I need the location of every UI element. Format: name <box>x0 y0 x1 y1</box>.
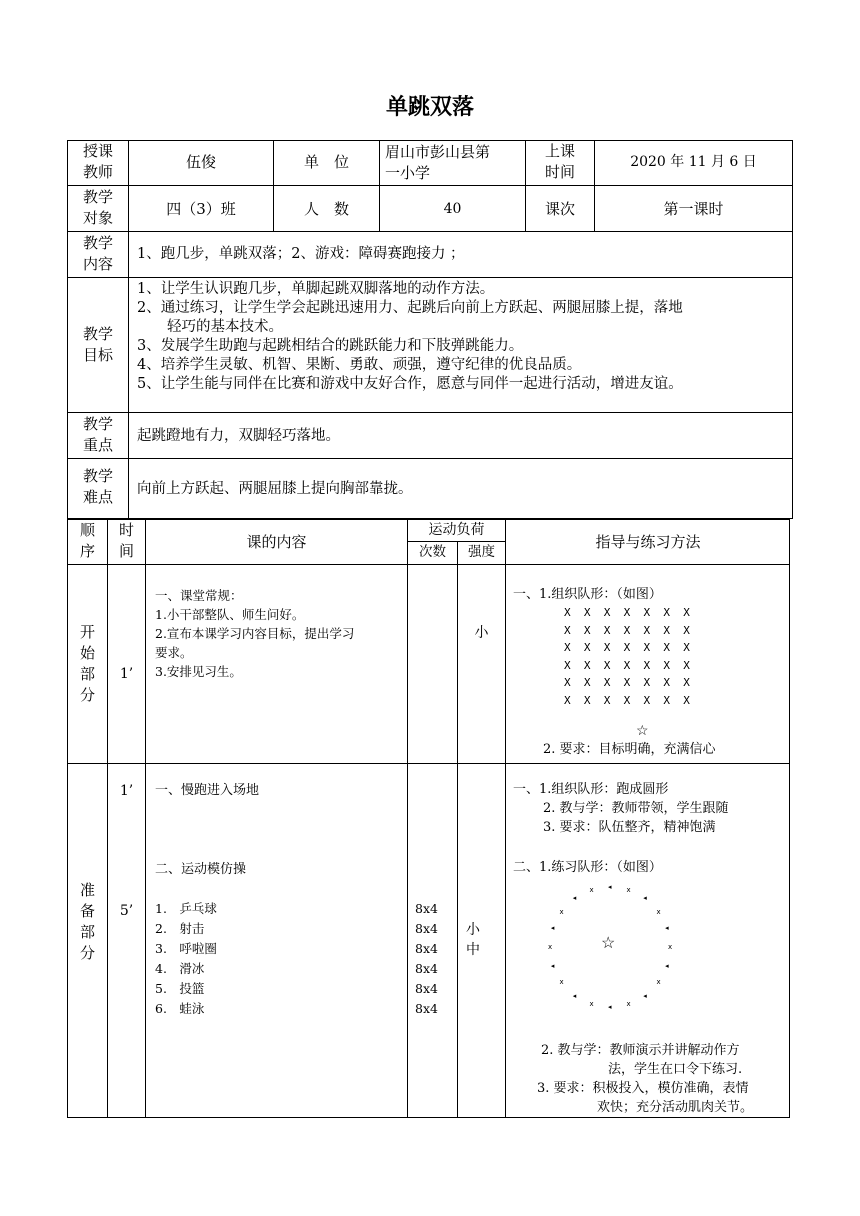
formation-grid <box>564 604 690 709</box>
part2-method-a3: 3. 要求：队伍整齐，精神饱满 <box>543 820 716 835</box>
lesson-label: 课次 <box>544 200 575 218</box>
part2-intensity: 小 中 <box>466 922 480 958</box>
part2-method-b-title: 二、1.练习队形：（如图） <box>513 860 662 875</box>
circle-marker-triangle-icon: ◂ <box>572 894 577 903</box>
unit-label: 单 位 <box>303 153 349 171</box>
part1-line-2: 1.小干部整队、师生问好。 <box>155 607 305 622</box>
part1-name: 开 始 部 分 <box>79 623 95 704</box>
circle-marker-triangle-icon: ◂ <box>643 894 647 903</box>
reps-item: 8x4 <box>415 941 438 956</box>
part2-teach-1: 2. 教与学：教师演示并讲解动作方 <box>541 1043 740 1058</box>
circle-marker-x: x <box>656 978 661 987</box>
part1-line-1: 一、课堂常规： <box>155 588 243 603</box>
part2-section-b: 二、运动模仿操 <box>155 862 247 877</box>
header-times: 次数 <box>419 544 446 560</box>
lesson-date: 2020 年 11 月 6 日 <box>630 154 757 170</box>
objective-2-cont: 轻巧的基本技术。 <box>167 319 283 335</box>
objectives-label: 教学 目标 <box>82 325 113 364</box>
part1-content <box>155 586 354 681</box>
header-order: 顺 序 <box>79 521 95 560</box>
objective-2: 2、通过练习，让学生学会起跳迅速用力、起跳后向前上方跃起、两腿屈膝上提，落地 <box>137 300 683 316</box>
part2-name: 准 备 部 分 <box>79 881 95 962</box>
part1-time: 1’ <box>119 666 134 682</box>
circle-marker-triangle-icon: ◂ <box>608 883 612 891</box>
reps-item: 8x4 <box>415 921 438 936</box>
part2-time-b: 5’ <box>119 903 134 919</box>
target-label: 教学 对象 <box>82 188 113 227</box>
circle-marker-triangle-icon: ◂ <box>572 991 577 1000</box>
grid-row: X X X X X X X <box>564 693 690 707</box>
unit-value: 眉山市彭山县第 一小学 <box>385 143 491 182</box>
time-label: 上课 时间 <box>544 142 575 181</box>
exercise-item: 4. 滑冰 <box>155 961 205 976</box>
part2-method-a1: 一、1.组织队形：跑成圆形 <box>513 782 669 797</box>
page-title: 单跳双落 <box>385 95 474 120</box>
circle-marker-x: x <box>589 1000 594 1009</box>
circle-marker-x: x <box>668 943 673 951</box>
difficulty-label: 教学 难点 <box>82 467 113 506</box>
exercise-item: 3. 呼啦圈 <box>155 941 217 956</box>
reps-item: 8x4 <box>415 981 438 996</box>
circle-marker-x: x <box>559 907 564 916</box>
grid-row: X X X X X X X <box>564 676 690 689</box>
circle-marker-x: x <box>559 978 564 987</box>
part2-time-a: 1’ <box>119 783 134 799</box>
teacher-name: 伍俊 <box>185 153 216 171</box>
part2-method-a2: 2. 教与学：教师带领，学生跟随 <box>543 801 729 816</box>
circle-marker-x: x <box>626 885 631 894</box>
circle-marker-triangle-icon: ◂ <box>643 991 647 1000</box>
content-label: 教学 内容 <box>82 234 113 273</box>
objectives-list <box>137 280 683 394</box>
count-label: 人 数 <box>303 200 349 218</box>
reps-item: 8x4 <box>415 901 438 916</box>
part1-intensity: 小 <box>474 625 489 641</box>
difficulty-text: 向前上方跃起、两腿屈膝上提向胸部靠拢。 <box>137 481 413 497</box>
class-name: 四（3）班 <box>166 200 236 218</box>
header-intensity: 强度 <box>468 544 495 560</box>
circle-marker-x: x <box>548 943 553 951</box>
content-text: 1、跑几步，单跳双落；2、游戏：障碍赛跑接力 ； <box>137 246 465 262</box>
student-count: 40 <box>443 201 462 217</box>
header-content: 课的内容 <box>246 533 307 551</box>
header-method: 指导与练习方法 <box>595 533 701 551</box>
grid-row: X X X X X X X <box>564 641 690 654</box>
lesson-number: 第一课时 <box>663 200 724 218</box>
circle-marker-x: x <box>589 885 594 894</box>
exercise-item: 6. 蛙泳 <box>155 1001 205 1016</box>
objective-4: 4、培养学生灵敏、机智、果断、勇敢、顽强，遵守纪律的优良品质。 <box>137 357 582 373</box>
exercise-item: 1. 乒乓球 <box>155 901 217 916</box>
grid-row: X X X X X X X <box>564 606 690 619</box>
reps-item: 8x4 <box>415 1001 438 1016</box>
circle-marker-x: x <box>656 907 661 916</box>
reps-item: 8x4 <box>415 961 438 976</box>
reps-list <box>415 899 438 1019</box>
circle-marker-x: x <box>626 1000 631 1009</box>
teacher-label: 授课 教师 <box>82 142 113 181</box>
circle-marker-triangle-icon: ◂ <box>665 961 669 970</box>
part2-teach-2: 法，学生在口令下练习. <box>608 1062 743 1077</box>
part2-section-a: 一、慢跑进入场地 <box>155 783 260 798</box>
header-load: 运动负荷 <box>428 522 485 538</box>
part1-line-3: 2.宣布本课学习内容目标，提出学习 <box>155 626 355 641</box>
exercise-item: 2. 射击 <box>155 921 205 936</box>
teacher-star-icon: ☆ <box>636 723 649 739</box>
circle-marker-triangle-icon: ◂ <box>665 924 669 933</box>
objective-3: 3、发展学生助跑与起跳相结合的跳跃能力和下肢弹跳能力。 <box>137 338 524 354</box>
objective-5: 5、让学生能与同伴在比赛和游戏中友好合作，愿意与同伴一起进行活动，增进友谊。 <box>137 376 683 392</box>
circle-center-star-icon: ☆ <box>601 933 616 952</box>
exercise-item: 5. 投篮 <box>155 981 205 996</box>
part1-line-5: 3.安排见习生。 <box>155 664 242 679</box>
part1-line-4: 要求。 <box>155 645 193 660</box>
objective-1: 1、让学生认识跑几步，单脚起跳双脚落地的动作方法。 <box>137 281 495 297</box>
part2-req-1: 3. 要求：积极投入，模仿准确，表情 <box>537 1081 749 1096</box>
header-time: 时 间 <box>118 521 134 560</box>
grid-row: X X X X X X X <box>564 623 690 637</box>
part1-method-title: 一、1.组织队形：（如图） <box>513 587 662 602</box>
grid-row: X X X X X X X <box>564 658 690 672</box>
circle-marker-triangle-icon: ◂ <box>608 1003 612 1011</box>
part1-requirement: 2. 要求：目标明确，充满信心 <box>543 742 716 757</box>
key-point-label: 教学 重点 <box>82 415 113 454</box>
exercise-list <box>155 899 217 1019</box>
key-point-text: 起跳蹬地有力，双脚轻巧落地。 <box>137 428 340 444</box>
circle-marker-triangle-icon: ◂ <box>550 961 555 970</box>
part2-req-2: 欢快；充分活动肌肉关节。 <box>597 1100 754 1115</box>
circle-marker-triangle-icon: ◂ <box>550 924 555 933</box>
